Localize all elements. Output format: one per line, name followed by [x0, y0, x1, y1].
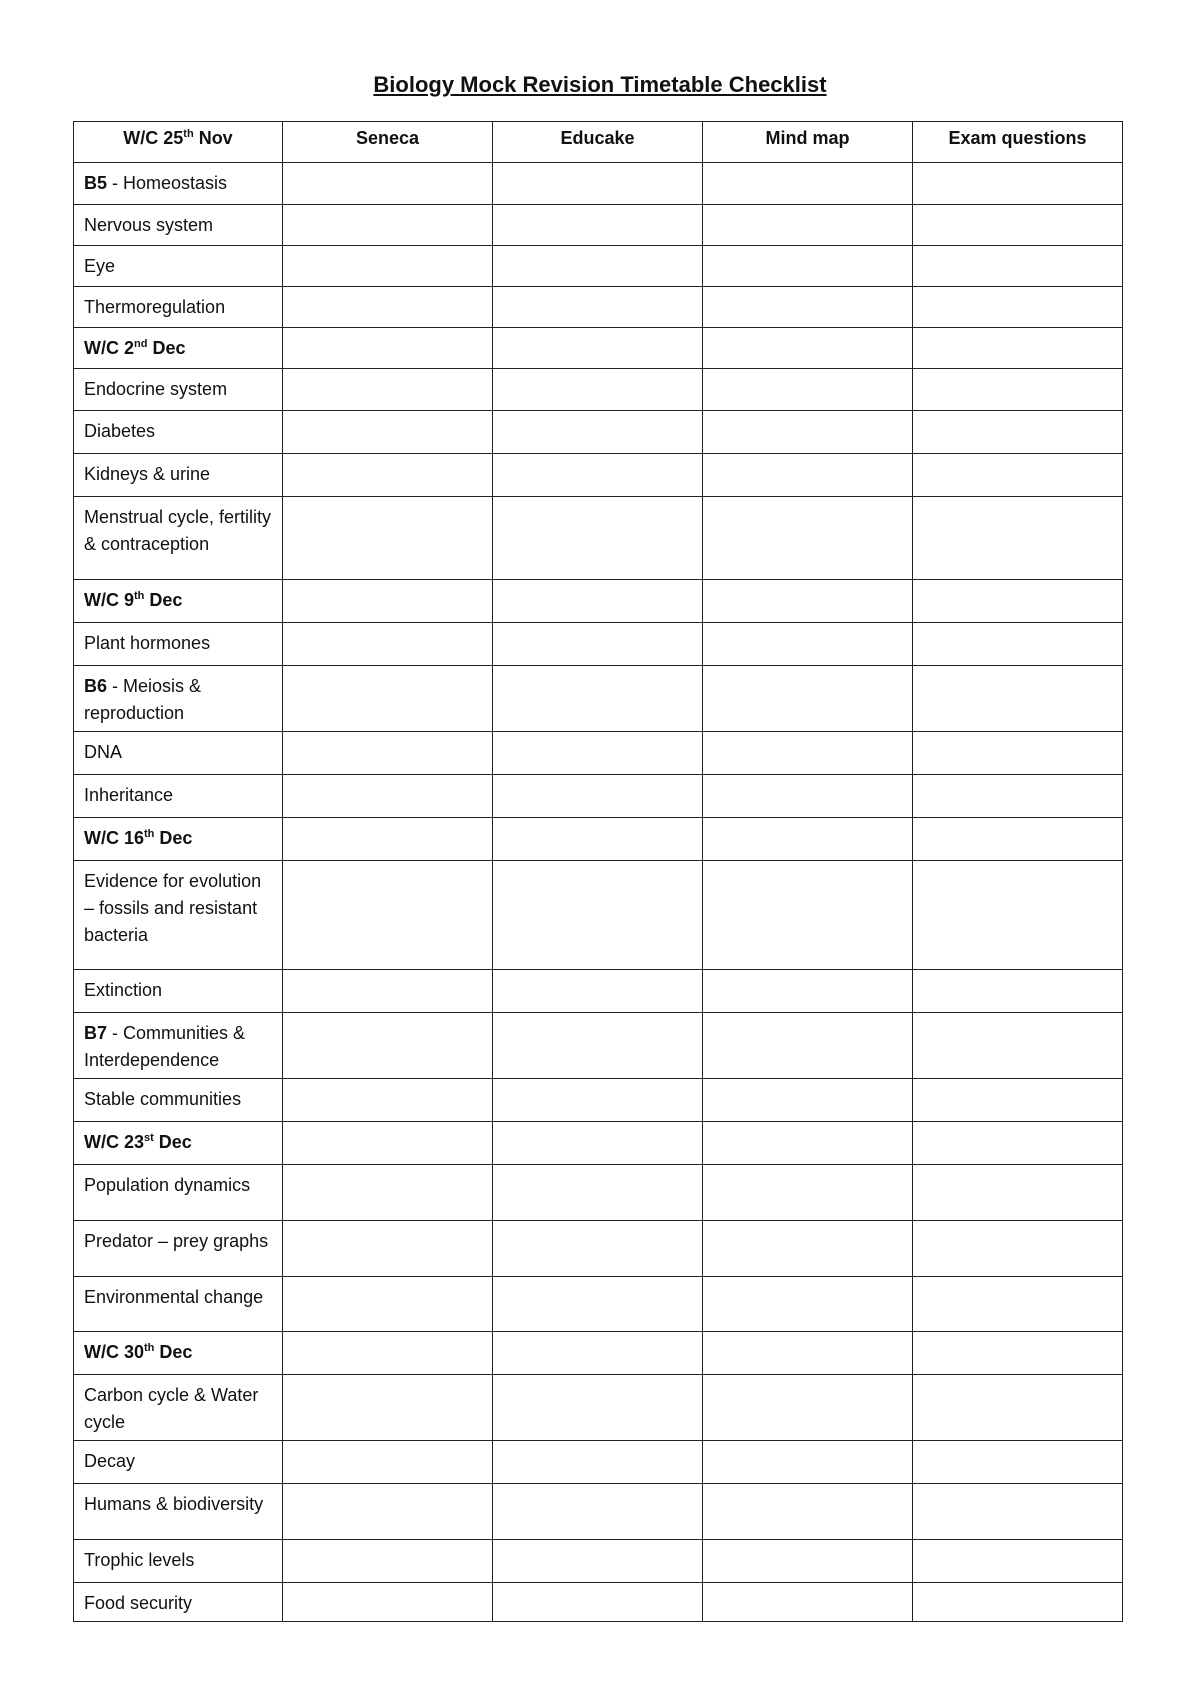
checkbox-cell-mind-map[interactable] [703, 1375, 913, 1441]
row-label: Population dynamics [74, 1165, 283, 1221]
checkbox-cell-educake[interactable] [493, 411, 703, 454]
row-label: W/C 30th Dec [74, 1332, 283, 1375]
checkbox-cell-exam-questions[interactable] [913, 666, 1123, 732]
checkbox-cell-seneca[interactable] [283, 580, 493, 623]
checkbox-cell-mind-map[interactable] [703, 1165, 913, 1221]
checkbox-cell-seneca[interactable] [283, 1165, 493, 1221]
row-label: Eye [74, 246, 283, 287]
row-label: Endocrine system [74, 369, 283, 411]
checkbox-cell-exam-questions[interactable] [913, 328, 1123, 369]
checkbox-cell-seneca[interactable] [283, 287, 493, 328]
row-label: W/C 16th Dec [74, 818, 283, 861]
row-label: Kidneys & urine [74, 454, 283, 497]
revision-checklist-table [73, 121, 1123, 1622]
checkbox-cell-seneca[interactable] [283, 732, 493, 775]
checkbox-cell-educake[interactable] [493, 623, 703, 666]
checkbox-cell-mind-map[interactable] [703, 861, 913, 970]
table-row [74, 1332, 1123, 1375]
page-title: Biology Mock Revision Timetable Checklist [373, 72, 827, 97]
row-label: W/C 2nd Dec [74, 328, 283, 369]
checkbox-cell-seneca[interactable] [283, 163, 493, 205]
row-label: B6 - Meiosis & reproduction [74, 666, 283, 732]
table-row [74, 775, 1123, 818]
row-label: W/C 23st Dec [74, 1122, 283, 1165]
row-label: Plant hormones [74, 623, 283, 666]
row-label: W/C 9th Dec [74, 580, 283, 623]
checkbox-cell-educake[interactable] [493, 818, 703, 861]
checkbox-cell-educake[interactable] [493, 970, 703, 1013]
row-label: Food security [74, 1583, 283, 1622]
table-row [74, 666, 1123, 732]
checkbox-cell-exam-questions[interactable] [913, 411, 1123, 454]
checkbox-cell-seneca[interactable] [283, 205, 493, 246]
checkbox-cell-educake[interactable] [493, 861, 703, 970]
checkbox-cell-educake[interactable] [493, 666, 703, 732]
checkbox-cell-exam-questions[interactable] [913, 970, 1123, 1013]
checkbox-cell-educake[interactable] [493, 1375, 703, 1441]
table-row [74, 163, 1123, 205]
checkbox-cell-educake[interactable] [493, 246, 703, 287]
checkbox-cell-exam-questions[interactable] [913, 1540, 1123, 1583]
header-mind-map: Mind map [703, 122, 913, 163]
checkbox-cell-seneca[interactable] [283, 1221, 493, 1277]
checkbox-cell-mind-map[interactable] [703, 246, 913, 287]
checkbox-cell-educake[interactable] [493, 1441, 703, 1484]
checkbox-cell-mind-map[interactable] [703, 775, 913, 818]
checkbox-cell-mind-map[interactable] [703, 163, 913, 205]
checkbox-cell-educake[interactable] [493, 163, 703, 205]
table-row [74, 1441, 1123, 1484]
checkbox-cell-educake[interactable] [493, 287, 703, 328]
checkbox-cell-mind-map[interactable] [703, 1540, 913, 1583]
checkbox-cell-seneca[interactable] [283, 454, 493, 497]
checkbox-cell-mind-map[interactable] [703, 287, 913, 328]
checkbox-cell-mind-map[interactable] [703, 623, 913, 666]
checkbox-cell-seneca[interactable] [283, 623, 493, 666]
table-row [74, 328, 1123, 369]
checkbox-cell-mind-map[interactable] [703, 732, 913, 775]
topic-code: B5 [84, 173, 108, 193]
row-label: Evidence for evolution – fossils and resistant bacteria [74, 861, 283, 970]
row-label: Environmental change [74, 1277, 283, 1332]
checkbox-cell-exam-questions[interactable] [913, 1165, 1123, 1221]
checkbox-cell-seneca[interactable] [283, 1277, 493, 1332]
checkbox-cell-seneca[interactable] [283, 246, 493, 287]
row-label: DNA [74, 732, 283, 775]
row-label: Carbon cycle & Water cycle [74, 1375, 283, 1441]
checkbox-cell-educake[interactable] [493, 1277, 703, 1332]
checkbox-cell-educake[interactable] [493, 1540, 703, 1583]
checkbox-cell-educake[interactable] [493, 775, 703, 818]
checkbox-cell-exam-questions[interactable] [913, 163, 1123, 205]
row-label: Trophic levels [74, 1540, 283, 1583]
table-row [74, 411, 1123, 454]
table-row [74, 1583, 1123, 1622]
checkbox-cell-exam-questions[interactable] [913, 623, 1123, 666]
checkbox-cell-mind-map[interactable] [703, 1079, 913, 1122]
checkbox-cell-seneca[interactable] [283, 1122, 493, 1165]
checkbox-cell-mind-map[interactable] [703, 580, 913, 623]
row-label: Extinction [74, 970, 283, 1013]
checkbox-cell-mind-map[interactable] [703, 369, 913, 411]
row-label: Decay [74, 1441, 283, 1484]
checkbox-cell-exam-questions[interactable] [913, 818, 1123, 861]
checkbox-cell-educake[interactable] [493, 497, 703, 580]
checkbox-cell-exam-questions[interactable] [913, 454, 1123, 497]
table-row [74, 205, 1123, 246]
checkbox-cell-educake[interactable] [493, 1165, 703, 1221]
checkbox-cell-exam-questions[interactable] [913, 1013, 1123, 1079]
checkbox-cell-exam-questions[interactable] [913, 732, 1123, 775]
checkbox-cell-seneca[interactable] [283, 1375, 493, 1441]
checkbox-cell-exam-questions[interactable] [913, 1375, 1123, 1441]
table-row [74, 580, 1123, 623]
checkbox-cell-educake[interactable] [493, 1013, 703, 1079]
checkbox-cell-mind-map[interactable] [703, 1583, 913, 1622]
row-label: B5 - Homeostasis [74, 163, 283, 205]
header-row [74, 122, 1123, 163]
checkbox-cell-exam-questions[interactable] [913, 1441, 1123, 1484]
checkbox-cell-exam-questions[interactable] [913, 246, 1123, 287]
checkbox-cell-educake[interactable] [493, 732, 703, 775]
table-row [74, 246, 1123, 287]
checkbox-cell-educake[interactable] [493, 205, 703, 246]
checkbox-cell-mind-map[interactable] [703, 666, 913, 732]
checkbox-cell-seneca[interactable] [283, 1484, 493, 1540]
checkbox-cell-exam-questions[interactable] [913, 580, 1123, 623]
checkbox-cell-seneca[interactable] [283, 1332, 493, 1375]
checkbox-cell-mind-map[interactable] [703, 1122, 913, 1165]
checkbox-cell-mind-map[interactable] [703, 1277, 913, 1332]
header-educake: Educake [493, 122, 703, 163]
checkbox-cell-seneca[interactable] [283, 1441, 493, 1484]
checkbox-cell-exam-questions[interactable] [913, 1122, 1123, 1165]
checkbox-cell-mind-map[interactable] [703, 328, 913, 369]
row-label: Predator – prey graphs [74, 1221, 283, 1277]
checkbox-cell-mind-map[interactable] [703, 1332, 913, 1375]
checkbox-cell-exam-questions[interactable] [913, 1277, 1123, 1332]
table-row [74, 1079, 1123, 1122]
checkbox-cell-exam-questions[interactable] [913, 775, 1123, 818]
checkbox-cell-mind-map[interactable] [703, 1013, 913, 1079]
checkbox-cell-educake[interactable] [493, 1583, 703, 1622]
topic-code: B6 [84, 676, 108, 696]
checkbox-cell-exam-questions[interactable] [913, 205, 1123, 246]
checkbox-cell-educake[interactable] [493, 580, 703, 623]
table-row [74, 454, 1123, 497]
checkbox-cell-educake[interactable] [493, 454, 703, 497]
table-row [74, 287, 1123, 328]
checkbox-cell-exam-questions[interactable] [913, 1221, 1123, 1277]
checkbox-cell-mind-map[interactable] [703, 1221, 913, 1277]
row-label: Nervous system [74, 205, 283, 246]
checkbox-cell-seneca[interactable] [283, 1540, 493, 1583]
checkbox-cell-seneca[interactable] [283, 1583, 493, 1622]
row-label: Diabetes [74, 411, 283, 454]
checkbox-cell-seneca[interactable] [283, 666, 493, 732]
table-row [74, 497, 1123, 580]
table-row [74, 1165, 1123, 1221]
checkbox-cell-exam-questions[interactable] [913, 287, 1123, 328]
table-body [74, 163, 1123, 1622]
checkbox-cell-exam-questions[interactable] [913, 1583, 1123, 1622]
row-label: Menstrual cycle, fertility & contraception [74, 497, 283, 580]
row-label: B7 - Communities & Interdependence [74, 1013, 283, 1079]
table-row [74, 1122, 1123, 1165]
checkbox-cell-mind-map[interactable] [703, 1441, 913, 1484]
checkbox-cell-mind-map[interactable] [703, 818, 913, 861]
checkbox-cell-exam-questions[interactable] [913, 1079, 1123, 1122]
header-seneca: Seneca [283, 122, 493, 163]
table-row [74, 1540, 1123, 1583]
checkbox-cell-seneca[interactable] [283, 970, 493, 1013]
checkbox-cell-seneca[interactable] [283, 775, 493, 818]
checkbox-cell-seneca[interactable] [283, 369, 493, 411]
checkbox-cell-mind-map[interactable] [703, 1484, 913, 1540]
checkbox-cell-exam-questions[interactable] [913, 1332, 1123, 1375]
checkbox-cell-educake[interactable] [493, 1332, 703, 1375]
row-label: Humans & biodiversity [74, 1484, 283, 1540]
header-exam-questions: Exam questions [913, 122, 1123, 163]
checkbox-cell-exam-questions[interactable] [913, 1484, 1123, 1540]
table-row [74, 369, 1123, 411]
table-row [74, 1013, 1123, 1079]
checkbox-cell-seneca[interactable] [283, 1079, 493, 1122]
table-row [74, 1221, 1123, 1277]
row-label: Inheritance [74, 775, 283, 818]
checkbox-cell-seneca[interactable] [283, 1013, 493, 1079]
row-label: Thermoregulation [74, 287, 283, 328]
checkbox-cell-mind-map[interactable] [703, 970, 913, 1013]
checkbox-cell-seneca[interactable] [283, 497, 493, 580]
checkbox-cell-educake[interactable] [493, 1221, 703, 1277]
header-week: W/C 25th Nov [74, 122, 283, 163]
checkbox-cell-educake[interactable] [493, 369, 703, 411]
checkbox-cell-mind-map[interactable] [703, 205, 913, 246]
checkbox-cell-educake[interactable] [493, 1122, 703, 1165]
checkbox-cell-seneca[interactable] [283, 328, 493, 369]
checkbox-cell-exam-questions[interactable] [913, 369, 1123, 411]
table-row [74, 1375, 1123, 1441]
checkbox-cell-educake[interactable] [493, 1079, 703, 1122]
checkbox-cell-educake[interactable] [493, 328, 703, 369]
table-row [74, 732, 1123, 775]
row-label: Stable communities [74, 1079, 283, 1122]
topic-code: B7 [84, 1023, 108, 1043]
checkbox-cell-mind-map[interactable] [703, 411, 913, 454]
table-row [74, 1277, 1123, 1332]
checkbox-cell-seneca[interactable] [283, 411, 493, 454]
checkbox-cell-educake[interactable] [493, 1484, 703, 1540]
table-row [74, 970, 1123, 1013]
checkbox-cell-exam-questions[interactable] [913, 861, 1123, 970]
checkbox-cell-seneca[interactable] [283, 818, 493, 861]
checkbox-cell-exam-questions[interactable] [913, 497, 1123, 580]
table-row [74, 861, 1123, 970]
table-row [74, 818, 1123, 861]
table-row [74, 623, 1123, 666]
checkbox-cell-mind-map[interactable] [703, 454, 913, 497]
checkbox-cell-seneca[interactable] [283, 861, 493, 970]
table-row [74, 1484, 1123, 1540]
checkbox-cell-mind-map[interactable] [703, 497, 913, 580]
